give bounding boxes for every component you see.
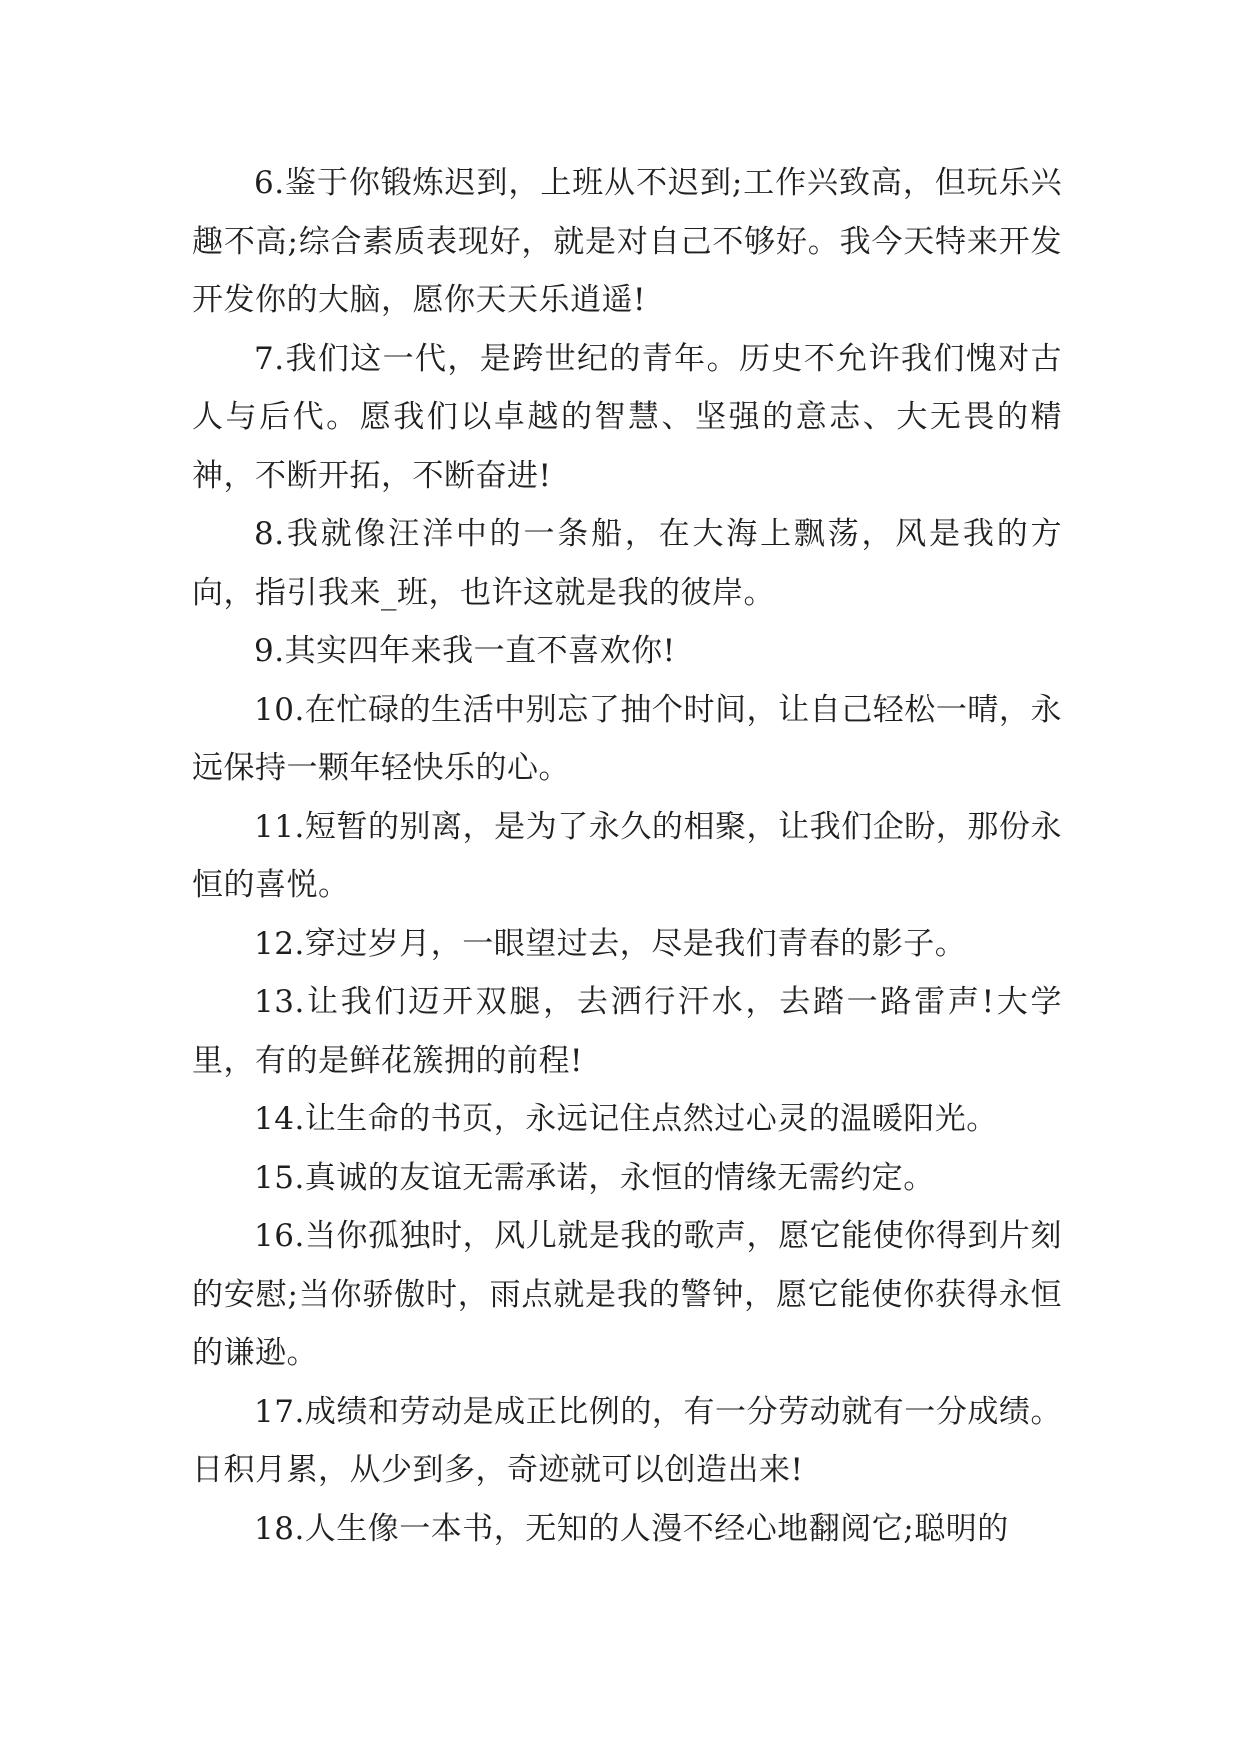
paragraph-13: 13.让我们迈开双腿，去洒行汗水，去踏一路雷声!大学里，有的是鲜花簇拥的前程! (192, 984, 1062, 1079)
paragraph-17: 17.成绩和劳动是成正比例的，有一分劳动就有一分成绩。日积月累，从少到多，奇迹就可以创造出来! (192, 1393, 1062, 1488)
paragraph-8: 8.我就像汪洋中的一条船，在大海上飘荡，风是我的方向，指引我来_班，也许这就是我的彼岸。 (192, 516, 1062, 611)
paragraph-9: 9.其实四年来我一直不喜欢你! (254, 633, 676, 669)
paragraph-14: 14.让生命的书页，永远记住点然过心灵的温暖阳光。 (254, 1101, 998, 1137)
paragraph-15: 15.真诚的友谊无需承诺，永恒的情缘无需约定。 (254, 1159, 935, 1196)
document-body (192, 154, 1062, 1558)
paragraph-11: 11.短暂的别离，是为了永久的相聚，让我们企盼，那份永恒的喜悦。 (192, 808, 1062, 903)
paragraph-18: 18.人生像一本书，无知的人漫不经心地翻阅它;聪明的 (254, 1510, 1009, 1547)
paragraph-7: 7.我们这一代，是跨世纪的青年。历史不允许我们愧对古人与后代。愿我们以卓越的智慧、坚强的意志、大无畏的精神，不断开拓，不断奋进! (192, 340, 1062, 494)
paragraph-10: 10.在忙碌的生活中别忘了抽个时间，让自己轻松一晴，永远保持一颗年轻快乐的心。 (192, 691, 1062, 786)
paragraph-16: 16.当你孤独时，风儿就是我的歌声，愿它能使你得到片刻的安慰;当你骄傲时，雨点就是我的警钟，愿它能使你获得永恒的谦逊。 (192, 1218, 1062, 1371)
paragraph-6: 6.鉴于你锻炼迟到，上班从不迟到;工作兴致高，但玩乐兴趣不高;综合素质表现好，就是对自己不够好。我今天特来开发开发你的大脑，愿你天天乐逍遥! (192, 165, 1062, 318)
paragraph-12: 12.穿过岁月，一眼望过去，尽是我们青春的影子。 (254, 925, 967, 962)
